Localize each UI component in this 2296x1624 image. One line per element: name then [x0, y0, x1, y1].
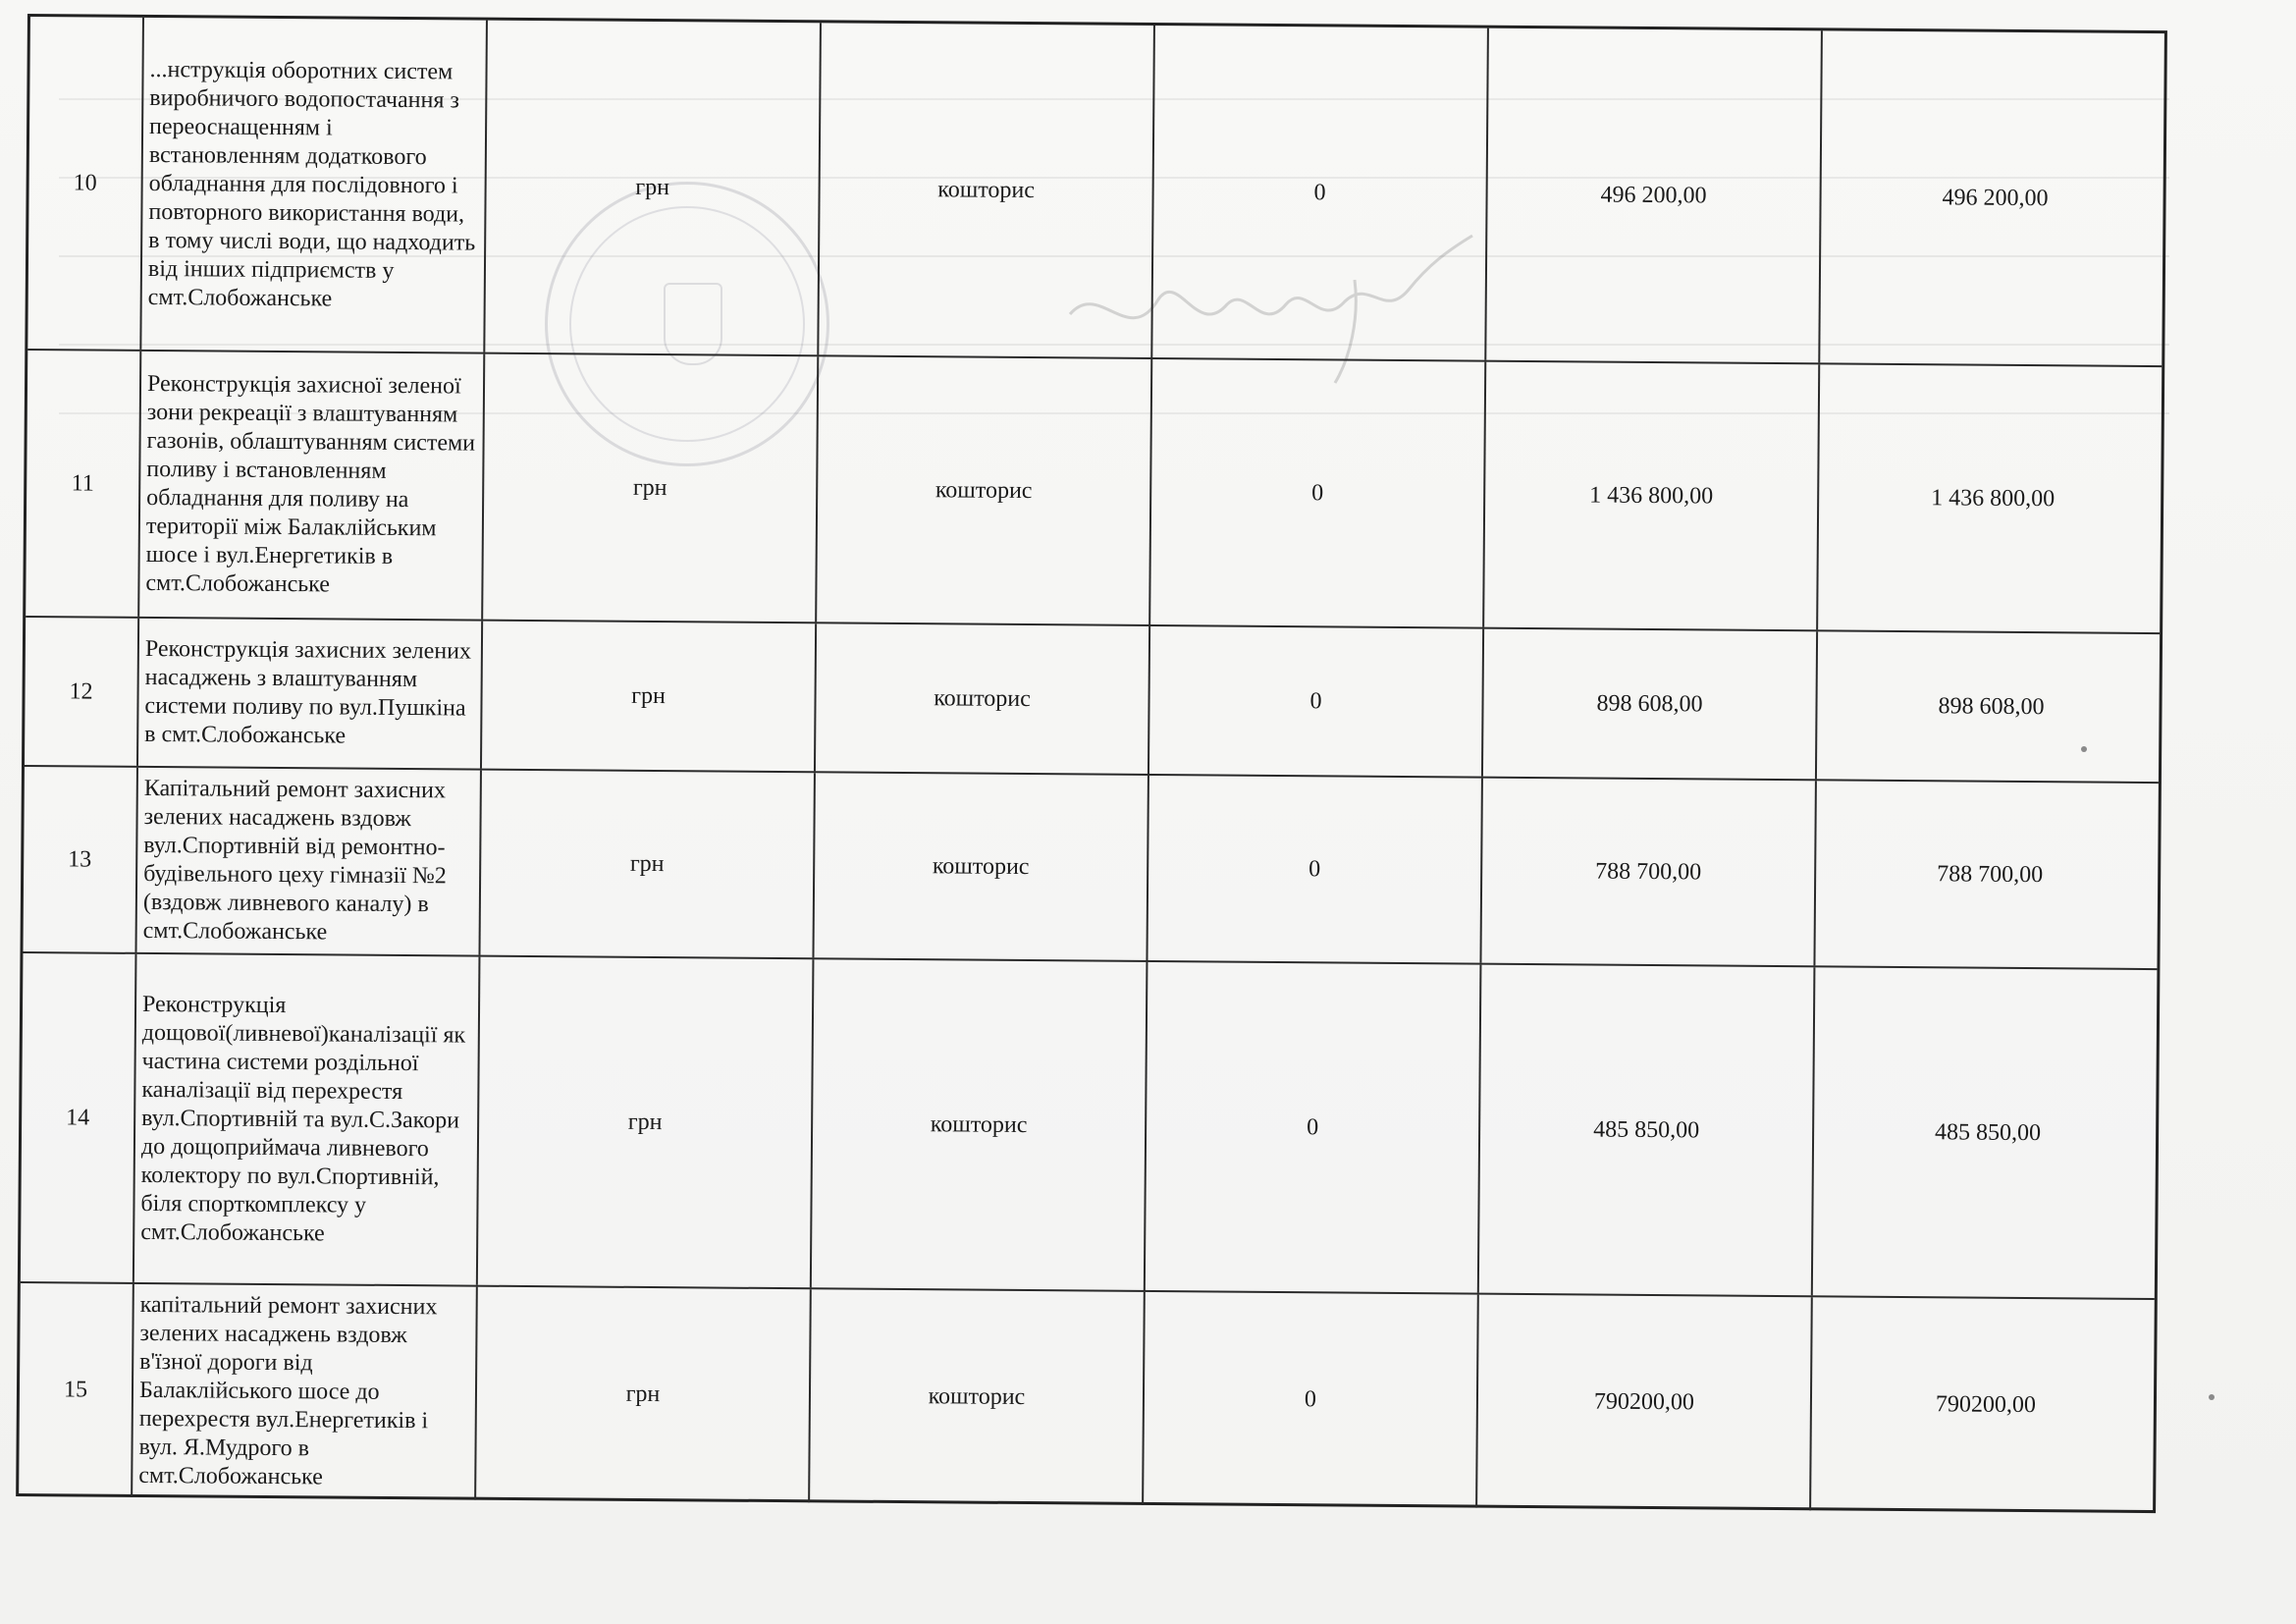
row-description: ...нструкція оборотних систем виробничого водопостачання з переоснащенням і встановленням додаткового обладнання для послідовного і повторного використання води, в тому числі води, що надходить від інших підприємств у смт.Слобожанське	[141, 18, 488, 352]
row-unit: грн	[478, 957, 815, 1288]
row-source: кошторис	[816, 623, 1150, 774]
row-amount-1: 898 608,00	[1483, 629, 1818, 780]
row-number: 11	[26, 351, 141, 617]
row-number: 14	[21, 953, 137, 1282]
row-unit: грн	[482, 622, 817, 772]
row-number: 10	[27, 17, 144, 350]
data-table	[16, 14, 2167, 1513]
row-unit: грн	[480, 771, 815, 958]
scan-speck	[2209, 1394, 2215, 1400]
row-source: кошторис	[819, 23, 1155, 357]
row-amount-2: 788 700,00	[1937, 860, 2044, 888]
row-amount-1: 485 850,00	[1479, 965, 1816, 1296]
row-description: капітальний ремонт захисних зелених насаджень вздовж в'їзної дороги від Балаклійського шосе до перехрестя вул.Енергетиків і вул. Я.Мудрого в смт.Слобожанське	[133, 1284, 478, 1500]
row-unit: грн	[485, 21, 822, 355]
table-row	[27, 17, 2164, 367]
table-row	[25, 618, 2160, 784]
row-zero-value: 0	[1152, 26, 1489, 360]
row-description: Реконструкція захисної зеленої зони рекреації з влаштуванням газонів, облаштуванням системи поливу і встановленням обладнання для поливу на території між Балаклійським шосе і вул.Енергетиків в смт.Слобожанське	[139, 352, 485, 620]
row-zero-value: 0	[1146, 962, 1482, 1293]
row-amount-2: 898 608,00	[1938, 692, 2045, 720]
table-row	[23, 767, 2158, 970]
row-amount-1: 496 200,00	[1486, 28, 1823, 363]
row-number: 15	[19, 1283, 134, 1497]
row-unit: грн	[476, 1287, 812, 1503]
table-row	[26, 351, 2162, 634]
row-amount-1: 1 436 800,00	[1484, 362, 1820, 630]
row-description: Реконструкція захисних зелених насаджень з влаштуванням системи поливу по вул.Пушкіна в смт.Слобожанське	[138, 619, 483, 769]
row-source: кошторис	[814, 773, 1148, 960]
row-amount-2: 790200,00	[1935, 1391, 2037, 1419]
row-amount-1: 788 700,00	[1481, 779, 1816, 966]
scan-speck	[2081, 746, 2087, 752]
row-source: кошторис	[810, 1289, 1146, 1505]
table-row	[19, 1283, 2155, 1513]
row-source: кошторис	[817, 356, 1152, 624]
row-amount-2: 496 200,00	[1942, 184, 2049, 211]
row-amount-2: 485 850,00	[1935, 1118, 2042, 1146]
row-number: 13	[23, 767, 137, 952]
row-source: кошторис	[812, 959, 1148, 1290]
row-zero-value: 0	[1144, 1292, 1479, 1508]
table-row	[21, 953, 2158, 1300]
row-amount-1: 790200,00	[1477, 1295, 1813, 1511]
row-description: Реконструкція дощової(ливневої)каналізації як частина системи роздільної каналізації від перехрестя вул.Спортивній та вул.С.Закори до дощоприймача ливневого колектору по вул.Спортивній, біля спорткомплексу у смт.Слобожанське	[134, 954, 481, 1285]
row-zero-value: 0	[1148, 776, 1482, 963]
row-number: 12	[25, 618, 139, 766]
row-zero-value: 0	[1149, 626, 1484, 777]
row-unit: грн	[483, 354, 819, 623]
row-amount-2: 1 436 800,00	[1931, 484, 2056, 512]
row-zero-value: 0	[1150, 359, 1486, 627]
row-description: Капітальний ремонт захисних зелених насаджень вздовж вул.Спортивній від ремонтно-будівельного цеху гімназії №2 (вздовж ливневого каналу) в смт.Слобожанське	[136, 768, 481, 955]
